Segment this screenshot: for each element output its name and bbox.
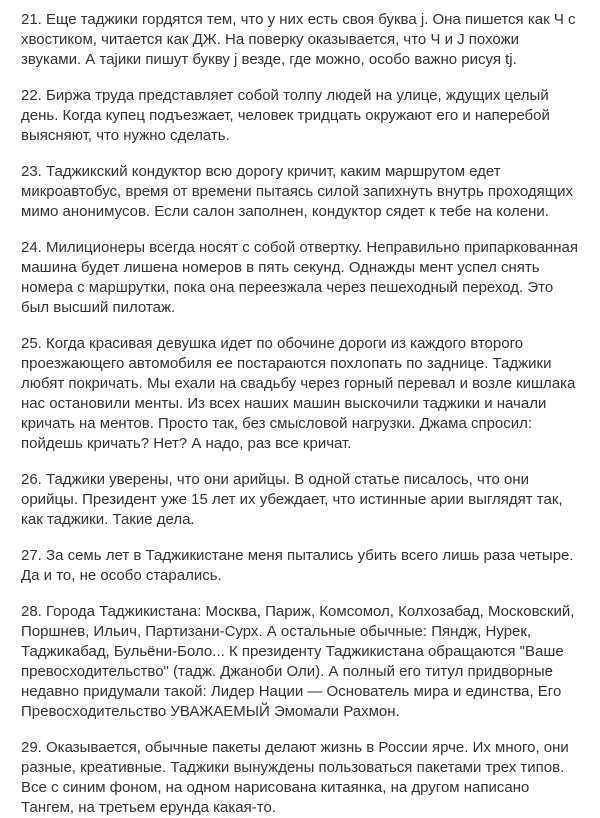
paragraph-22: 22. Биржа труда представляет собой толпу людей на улице, ждущих целый день. Когда купец подъезжает, человек тридцать окружают его и наперебой выясняют, что нужно сделать. (21, 87, 550, 144)
paragraph-23: 23. Таджикский кондуктор всю дорогу кричит, каким маршрутом едет микроавтобус, время от времени пытаясь силой запихнуть внутрь проходящих мимо анонимусов. Если салон заполнен, кондуктор сядет к тебе на колени. (21, 163, 573, 220)
paragraph-26: 26. Таджики уверены, что они арийцы. В одной статье писалось, что они орийцы. Президент уже 15 лет их убеждает, что истинные арии выглядят так, как таджики. Такие дела. (21, 471, 563, 528)
paragraph-29: 29. Оказывается, обычные пакеты делают жизнь в России ярче. Их много, они разные, креативные. Таджики вынуждены пользоваться пакетами трех типов. Все с синим фоном, на одном нарисована китаянка, на другом написано Тангем, на третьем ерунда какая-то. (21, 739, 569, 816)
paragraph-25: 25. Когда красивая девушка идет по обочине дороги из каждого второго проезжающего автомобиля ее постараются похлопать по заднице. Таджики любят покричать. Мы ехали на свадьбу через горный перевал и возле кишлака нас остановили менты. Из всех наших машин выскочили таджики и начали кричать на ментов. Просто так, без смысловой нагрузки. Джама спросил: пойдешь кричать? Нет? А надо, раз все кричат. (21, 335, 576, 452)
paragraph-21: 21. Еще таджики гордятся тем, что у них есть своя буква j. Она пишется как Ч с хвостиком, читается как ДЖ. На поверку оказывается, что Ч и J похожи звуками. А таjики пишут букву j везде, где можно, особо важно рисуя tj. (21, 11, 576, 68)
paragraph-24: 24. Милиционеры всегда носят с собой отвертку. Неправильно припаркованная машина будет лишена номеров в пять секунд. Однажды мент успел снять номера с маршрутки, пока она переезжала через пешеходный переход. Это был высший пилотаж. (21, 239, 578, 316)
paragraph-27: 27. За семь лет в Таджикистане меня пытались убить всего лишь раза четыре. Да и то, не особо старались. (21, 547, 574, 584)
paragraph-28: 28. Города Таджикистана: Москва, Париж, Комсомол, Колхозабад, Московский, Поршнев, Ильич, Партизани-Сурх. А остальные обычные: Пяндж, Нурек, Таджикабад, Бульёни-Боло... К президенту Таджикистана обращаются "Ваше превосходительство" (тадж. Джаноби Оли). А полный его титул придворные недавно придумали такой: Лидер Нации — Основатель мира и единства, Его Превосходительство УВАЖАЕМЫЙ Эмомали Рахмон. (21, 603, 575, 720)
